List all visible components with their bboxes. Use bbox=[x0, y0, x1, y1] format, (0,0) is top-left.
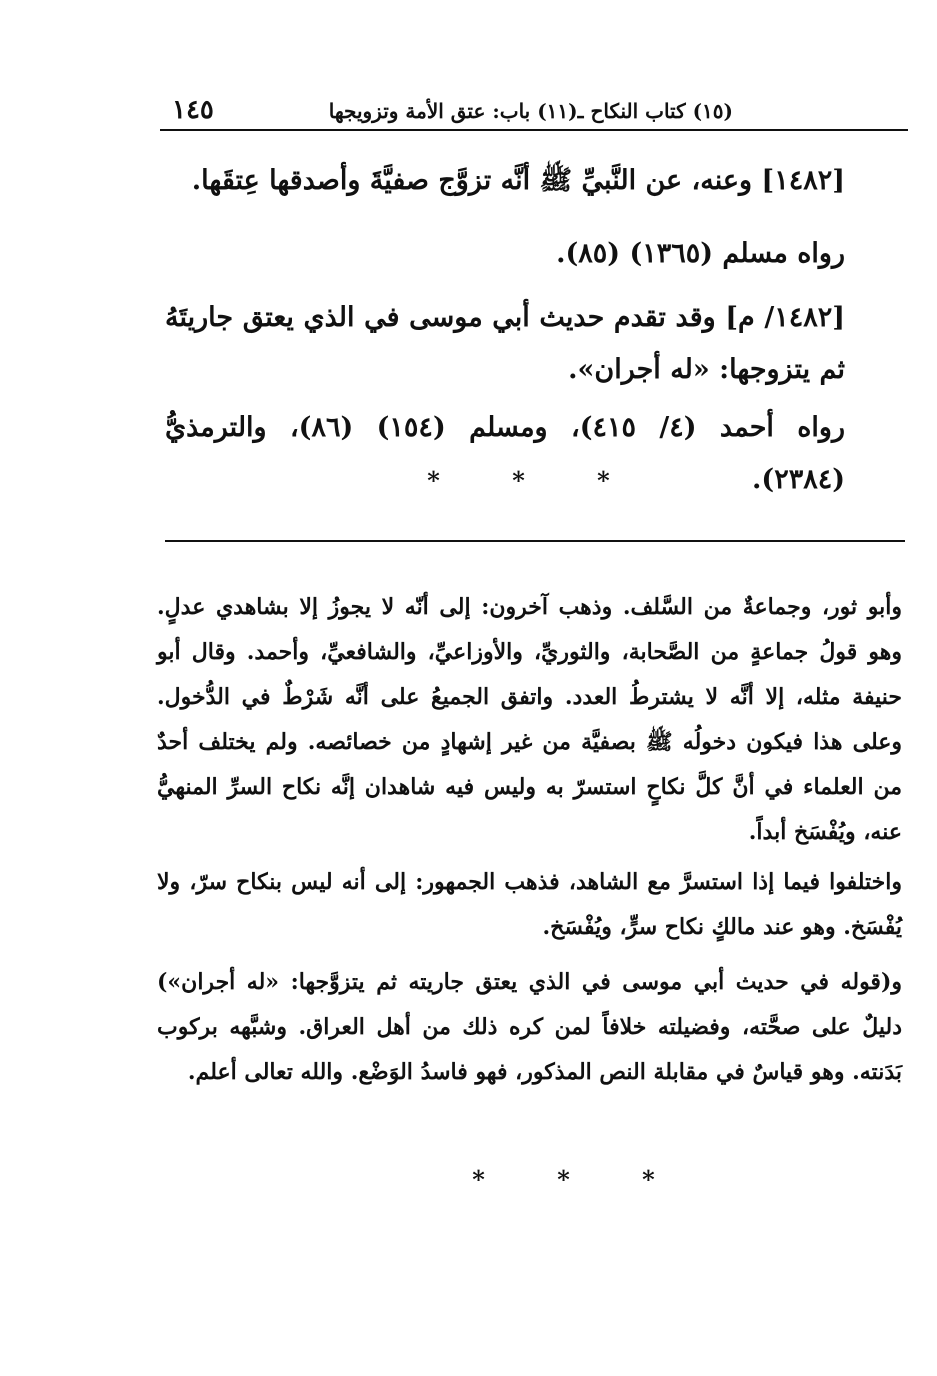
star-mark: * bbox=[472, 1165, 485, 1194]
footnote-separator-line bbox=[165, 540, 905, 542]
star-mark: * bbox=[597, 466, 610, 495]
hadith-1482-text: [١٤٨٢] وعنه، عن النَّبيِّ ﷺ أنَّه تزوَّج صفيَّةَ وأصدقها عِتقَها. bbox=[191, 165, 845, 196]
commentary-paragraph: وأبو ثور، وجماعةٌ من السَّلف. وذهب آخرون: إلى أنّه لا يجوزُ إلا بشاهدي عدلٍ. وهو قولُ جماعةٍ من الصَّحابة، والثوريِّ، والأوزاعيِّ، والشافعيِّ، وأحمد. وقال أبو حنيفة مثله، إلا أنَّه لا يشترطُ العدد. واتفق الجميعُ على أنَّه شَرْطٌ في الدُّخول. وعلى هذا فيكون دخولُه ﷺ بصفيَّة من غير إشهادٍ من خصائصه. ولم يختلف أحدٌ من العلماء في أنَّ كلَّ نكاحٍ استسرّ به وليس فيه شاهدان إنَّه نكاح السرِّ المنهيُّ عنه، ويُفْسَخ أبداً. bbox=[157, 594, 902, 845]
section-stars-top bbox=[0, 466, 937, 495]
hadith-1482m-text: [١٤٨٢/ م] وقد تقدم حديث أبي موسى في الذي يعتق جاريتَهُ ثم يتزوجها: «له أجران». bbox=[165, 302, 845, 385]
page-header bbox=[160, 95, 908, 131]
commentary-paragraph: و(قوله في حديث أبي موسى في الذي يعتق جاريته ثم يتزوَّجها: «له أجران») دليلٌ على صحَّته، وفضيلته خلافاً لمن كره ذلك من أهل العراق. وشبَّهه بركوب بَدَنته. وهو قياسٌ في مقابلة النص المذكور، فهو فاسدُ الوَضْع. والله تعالى أعلم. bbox=[157, 969, 902, 1085]
star-mark: * bbox=[427, 466, 440, 495]
page-number: ١٤٥ bbox=[172, 95, 214, 125]
star-mark: * bbox=[512, 466, 525, 495]
hadith-1482-source: رواه مسلم (١٣٦٥) (٨٥). bbox=[556, 238, 845, 269]
hadith-1482m-source: رواه أحمد (٤/ ٤١٥)، ومسلم (١٥٤) (٨٦)، والترمذيُّ (٢٣٨٤). bbox=[165, 412, 846, 495]
star-mark: * bbox=[642, 1165, 655, 1194]
running-title: (١٥) كتاب النكاح ـ(١١) باب: عتق الأمة وتزويجها bbox=[328, 99, 733, 123]
section-stars-bottom bbox=[0, 1165, 937, 1194]
commentary-paragraph: واختلفوا فيما إذا استسرَّ مع الشاهد، فذهب الجمهور: إلى أنه ليس بنكاح سرّ، ولا يُفْسَخ. وهو عند مالكٍ نكاح سرٍّ، ويُفْسَخ. bbox=[157, 869, 902, 940]
star-mark: * bbox=[557, 1165, 570, 1194]
